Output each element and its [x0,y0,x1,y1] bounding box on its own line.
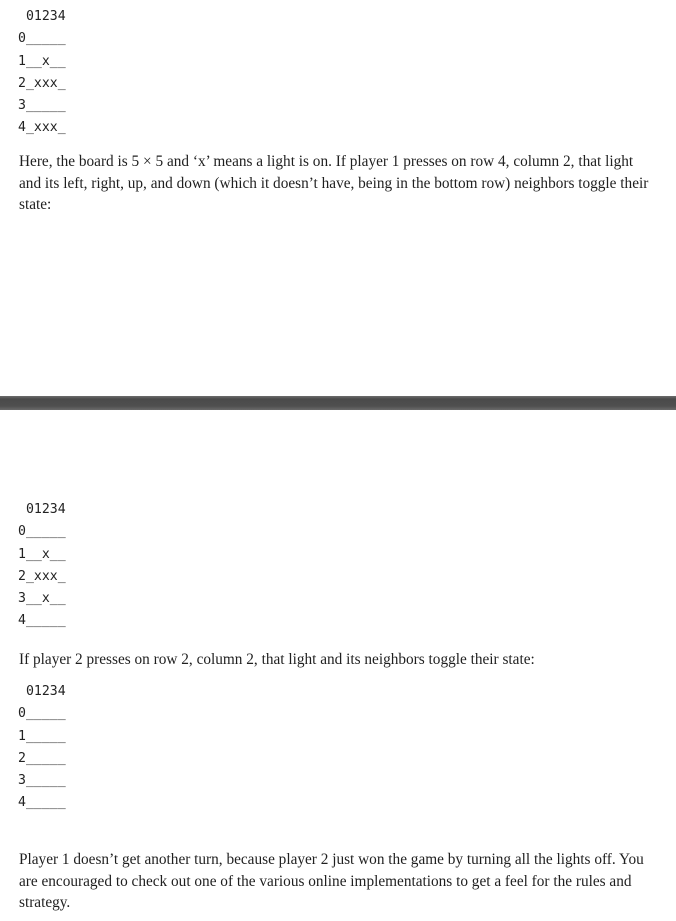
board-row-3: 3_____ [18,98,66,114]
board-row-4: 4_xxx_ [18,120,66,136]
board-row-1: 1__x__ [18,546,66,562]
paragraph-player1-move: Here, the board is 5 × 5 and ‘x’ means a light is on. If player 1 presses on row 4, column 2, that light and its left, right, up, and down (which it doesn’t have, being in the bottom row) neighbors toggle their state: [19,153,649,213]
page-break-divider [0,396,676,410]
board-header-row: 01234 [18,684,66,699]
board-row-1: 1__x__ [18,53,66,69]
paragraph-game-won: Player 1 doesn’t get another turn, because player 2 just won the game by turning all the lights off. You are encouraged to check out one of the various online implementations to get a feel for the rules and strategy. [19,851,644,911]
board-row-2: 2_____ [18,750,66,766]
board-row-2: 2_xxx_ [18,568,66,584]
board-row-0: 0_____ [18,31,66,47]
board-row-0: 0_____ [18,706,66,722]
board-row-4: 4_____ [18,795,66,811]
board-header-row: 01234 [18,9,66,24]
board-after-player1 [18,499,138,633]
board-row-3: 3_____ [18,773,66,789]
board-row-2: 2_xxx_ [18,75,66,91]
board-before-move [18,6,138,140]
board-row-1: 1_____ [18,728,66,744]
board-row-0: 0_____ [18,524,66,540]
paragraph-player2-move: If player 2 presses on row 2, column 2, that light and its neighbors toggle their state: [19,651,535,668]
board-after-player2 [18,681,138,815]
board-row-4: 4_____ [18,613,66,629]
board-row-3: 3__x__ [18,591,66,607]
board-header-row: 01234 [18,502,66,517]
